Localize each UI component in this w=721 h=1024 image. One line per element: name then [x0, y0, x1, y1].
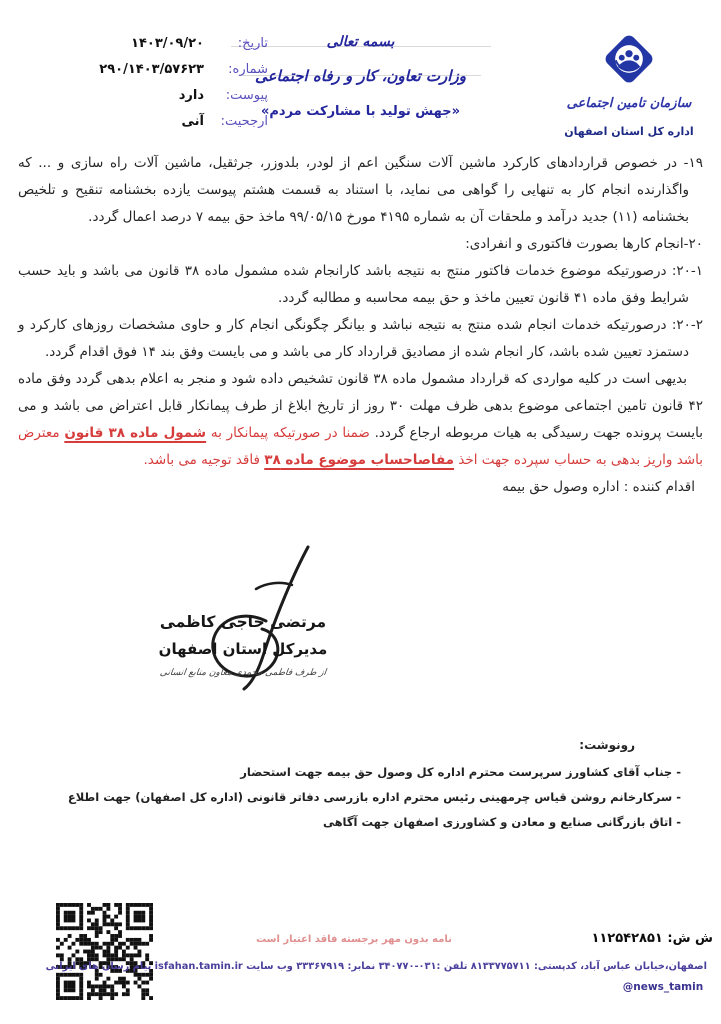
closing-red-text-1: ضمنا در صورتیکه پیمانکار به — [206, 425, 370, 441]
date-value: ۱۴۰۳/۰۹/۲۰ — [131, 36, 204, 51]
date-field — [28, 36, 268, 51]
number-label: شماره: — [228, 62, 268, 77]
ministry-name: وزارت تعاون، کار و رفاه اجتماعی — [255, 67, 466, 85]
signature-delegation-note: از طرف فاطمی محمدی معاون منابع انسانی — [159, 668, 327, 678]
cc-section — [20, 738, 681, 835]
signature-block — [118, 555, 368, 678]
clause-20-1: ۲۰-۱: درصورتیکه موضوع خدمات فاکتور منتج به نتیجه باشد کارانجام شده مشمول ماده ۳۸ قانون می باشد و باید حسب شرایط وفق ماده ۴۱ قانون تعیین ماخذ و حق بیمه محاسبه و مطالبه گردد. — [18, 263, 703, 306]
priority-label: ارجحیت: — [220, 114, 268, 129]
closing-red-text-2: معترض باشد واریز بدهی به حساب سپرده جهت اخذ — [18, 425, 703, 468]
closing-red-text-3: فاقد توجیه می باشد. — [143, 452, 265, 468]
year-slogan: «جهش تولید با مشارکت مردم» — [260, 104, 461, 119]
signer-title: مدیرکل استان اصفهان — [158, 640, 328, 658]
cc-title: رونوشت: — [579, 738, 635, 752]
closing-paragraph — [18, 366, 703, 474]
priority-field — [28, 114, 268, 129]
closing-black-text: بدیهی است در کلیه مواردی که قرارداد مشمول ماده ۳۸ قانون تشخیص داده شود و منجر به اعلام بدهی گردد وفق ماده ۴۲ قانون تامین اجتماعی موضوع بدهی ظرف مهلت ۳۰ روز از تاریخ ابلاغ از طرف پیمانکار قابل اعتراض می باشد و می بایست پرونده جهت رسیدگی به هیات مربوطه ارجاع گردد. — [18, 371, 704, 441]
org-unit-label: اداره کل استان اصفهان — [564, 125, 694, 138]
cc-item: - اتاق بازرگانی صنایع و معادن و کشاورزی اصفهان جهت آگاهی — [322, 815, 681, 829]
messenger-label: پیام رسان های ایرانی — [45, 961, 155, 972]
qr-code — [56, 903, 153, 1000]
number-value: ۲۹۰/۱۴۰۳/۵۷۶۲۳ — [99, 62, 204, 77]
letter-body — [18, 150, 703, 501]
footer-address-line — [45, 961, 707, 972]
social-security-logo-icon — [596, 26, 662, 92]
article-38-inclusion-highlight: شمول ماده ۳۸ قانون — [64, 425, 207, 441]
telegram-handle: @news_tamin — [622, 981, 704, 993]
besmele-text: بسمه تعالی — [326, 34, 395, 50]
org-logo-block — [555, 26, 703, 138]
attachment-label: پیوست: — [225, 88, 268, 103]
cc-item: - سرکارخانم روشن قیاس چرمهینی رئیس محترم اداره بازرسی دفاتر قانونی (اداره کل اصفهان) جهت اطلاع — [67, 790, 681, 804]
clause-20-2: ۲۰-۲: درصورتیکه خدمات انجام شده منتج به نتیجه نباشد و بیانگر چگونگی انجام کار و حاوی مشخصات روزهای کارکرد و دستمزد تعیین شده باشد، کار انجام شده از مصادیق قرارداد کار می باشد و می بایست وفق بند ۱۴ فوق اقدام گردد. — [18, 317, 703, 360]
executor-line: اقدام کننده : اداره وصول حق بیمه — [502, 479, 695, 495]
attachment-value: دارد — [178, 88, 204, 103]
letter-meta-fields — [28, 36, 268, 140]
tracking-number: ش ش: ۱۱۲۵۴۲۸۵۱ — [591, 931, 713, 946]
article-38-clearance-highlight: مفاصاحساب موضوع ماده ۳۸ — [264, 452, 455, 468]
cc-item: - جناب آقای کشاورز سرپرست محترم اداره کل وصول حق بیمه جهت استحضار — [240, 765, 681, 779]
date-label: تاریخ: — [237, 36, 268, 51]
footer-address-text: اصفهان،خیابان عباس آباد، کدپستی: ۸۱۳۳۷۷۵۷۱۱ تلفن :۰۳۱-۳۴۰۷۷۰ نمابر: ۳۳۳۶۷۹۱۹ وب سایت — [242, 961, 707, 972]
clause-19: ۱۹- در خصوص قراردادهای کارکرد ماشین آلات سنگین اعم از لودر، بلدوزر، جرثقیل، ماشین آلات راه سازی و ... که واگذارنده انجام کار به تنهایی را گواهی می نماید، با استناد به قسمت هشتم پیوست یازده بخشنامه تنقیح و تلخیص بخشنامه (۱۱) جدید درآمد و ملحقات آن به شماره ۴۱۹۵ مورخ ۹۹/۰۵/۱۵ ماخذ حق بیمه ۷ درصد اعمال گردد. — [18, 155, 703, 225]
priority-value: آنی — [181, 114, 204, 129]
number-field — [28, 62, 268, 77]
embossed-stamp-warning: نامه بدون مهر برجسته فاقد اعتبار است — [256, 934, 452, 945]
website-url: isfahan.tamin.ir — [154, 961, 243, 972]
org-name-calligraphy: سازمان تامین اجتماعی — [566, 96, 692, 111]
signer-name: مرتضی حاجی کاظمی — [159, 613, 327, 631]
attachment-field — [28, 88, 268, 103]
clause-20: ۲۰-انجام کارها بصورت فاکتوری و انفرادی: — [465, 236, 703, 252]
